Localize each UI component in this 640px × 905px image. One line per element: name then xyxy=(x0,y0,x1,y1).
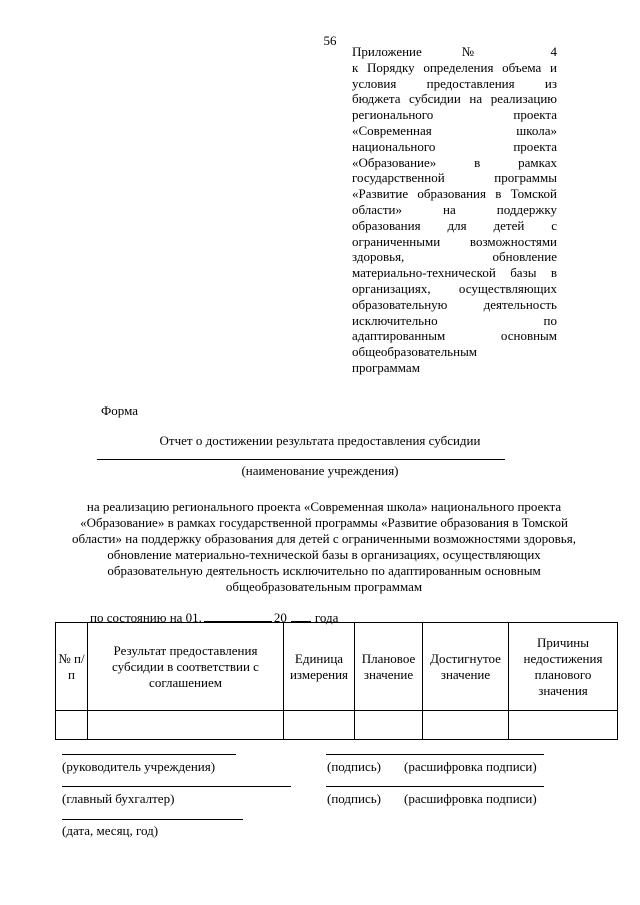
appendix-line: национального проекта xyxy=(352,138,557,154)
header-result: Результат предоставления субсидии в соответствии с соглашением xyxy=(88,623,284,711)
purpose-line: обновление материально-технической базы в организациях, осуществляющих xyxy=(107,547,541,562)
purpose-line: области» на поддержку образования для детей с ограниченными возможностями здоровья, xyxy=(72,531,576,546)
accountant-caption: (главный бухгалтер) xyxy=(62,791,175,806)
appendix-line: общеобразовательным xyxy=(352,344,478,360)
appendix-line: адаптированным основным xyxy=(352,328,557,344)
head-name-line[interactable] xyxy=(62,754,236,755)
head-caption: (руководитель учреждения) xyxy=(62,759,216,774)
purpose-text xyxy=(48,499,600,595)
appendix-line: Приложение № 4 xyxy=(352,44,557,59)
appendix-line: «Современная школа» xyxy=(352,122,557,138)
appendix-header xyxy=(352,44,557,376)
appendix-line: образования для детей с xyxy=(352,217,557,233)
year-prefix: 20 xyxy=(273,610,287,625)
table-cell[interactable] xyxy=(284,711,355,740)
date-line[interactable] xyxy=(62,819,243,820)
table-cell[interactable] xyxy=(88,711,284,740)
appendix-line: регионального проекта xyxy=(352,107,557,123)
date-caption: (дата, месяц, год) xyxy=(62,823,159,838)
appendix-line: «Развитие образования в Томской xyxy=(352,186,557,202)
appendix-line: организациях, осуществляющих xyxy=(352,280,557,296)
purpose-line: «Образование» в рамках государственной программы «Развитие образования в Томской xyxy=(80,515,568,530)
signature-transcript-caption: (расшифровка подписи) xyxy=(404,791,537,806)
report-table xyxy=(55,622,618,740)
page-number: 56 xyxy=(323,33,337,48)
appendix-line: исключительно по xyxy=(352,312,557,328)
appendix-line: материально-технической базы в xyxy=(352,265,557,281)
appendix-line: программам xyxy=(352,359,420,375)
signature-caption: (подпись) xyxy=(327,791,381,806)
form-label: Форма xyxy=(101,403,138,418)
table-cell[interactable] xyxy=(509,711,618,740)
header-unit: Единица измерения xyxy=(284,623,355,711)
table-cell[interactable] xyxy=(423,711,509,740)
appendix-line: «Образование» в рамках xyxy=(352,154,557,170)
purpose-line: образовательную деятельность исключительно по адаптированным основным xyxy=(107,563,541,578)
header-planned: Плановое значение xyxy=(355,623,423,711)
appendix-line: образовательную деятельность xyxy=(352,296,557,312)
appendix-line: условия предоставления из xyxy=(352,75,557,91)
table-cell[interactable] xyxy=(355,711,423,740)
as-of-prefix: по состоянию на 01. xyxy=(90,610,202,625)
table-cell[interactable] xyxy=(56,711,88,740)
header-reasons: Причины недостижения планового значения xyxy=(509,623,618,711)
appendix-line: бюджета субсидии на реализацию xyxy=(352,91,557,107)
header-achieved: Достигнутое значение xyxy=(423,623,509,711)
year-blank[interactable] xyxy=(291,609,311,622)
table-header-row xyxy=(56,623,618,711)
appendix-line: здоровья, обновление xyxy=(352,249,557,265)
purpose-line: на реализацию регионального проекта «Современная школа» национального проекта xyxy=(86,499,562,514)
appendix-line: государственной программы xyxy=(352,170,557,186)
appendix-line: ограниченными возможностями xyxy=(352,233,557,249)
header-number: № п/п xyxy=(56,623,88,711)
appendix-line: к Порядку определения объема и xyxy=(352,59,557,75)
accountant-name-line[interactable] xyxy=(62,786,291,787)
month-blank[interactable] xyxy=(204,609,272,622)
accountant-signature-line[interactable] xyxy=(326,786,544,787)
purpose-line: общеобразовательным программам xyxy=(225,579,423,594)
as-of-suffix: года xyxy=(314,610,339,625)
head-signature-line[interactable] xyxy=(326,754,544,755)
institution-caption: (наименование учреждения) xyxy=(241,463,399,478)
signature-transcript-caption: (расшифровка подписи) xyxy=(404,759,537,774)
institution-name-line[interactable] xyxy=(97,459,505,460)
signature-caption: (подпись) xyxy=(327,759,381,774)
appendix-line: области» на поддержку xyxy=(352,201,557,217)
table-row xyxy=(56,711,618,740)
report-title: Отчет о достижении результата предоставления субсидии xyxy=(159,433,481,448)
